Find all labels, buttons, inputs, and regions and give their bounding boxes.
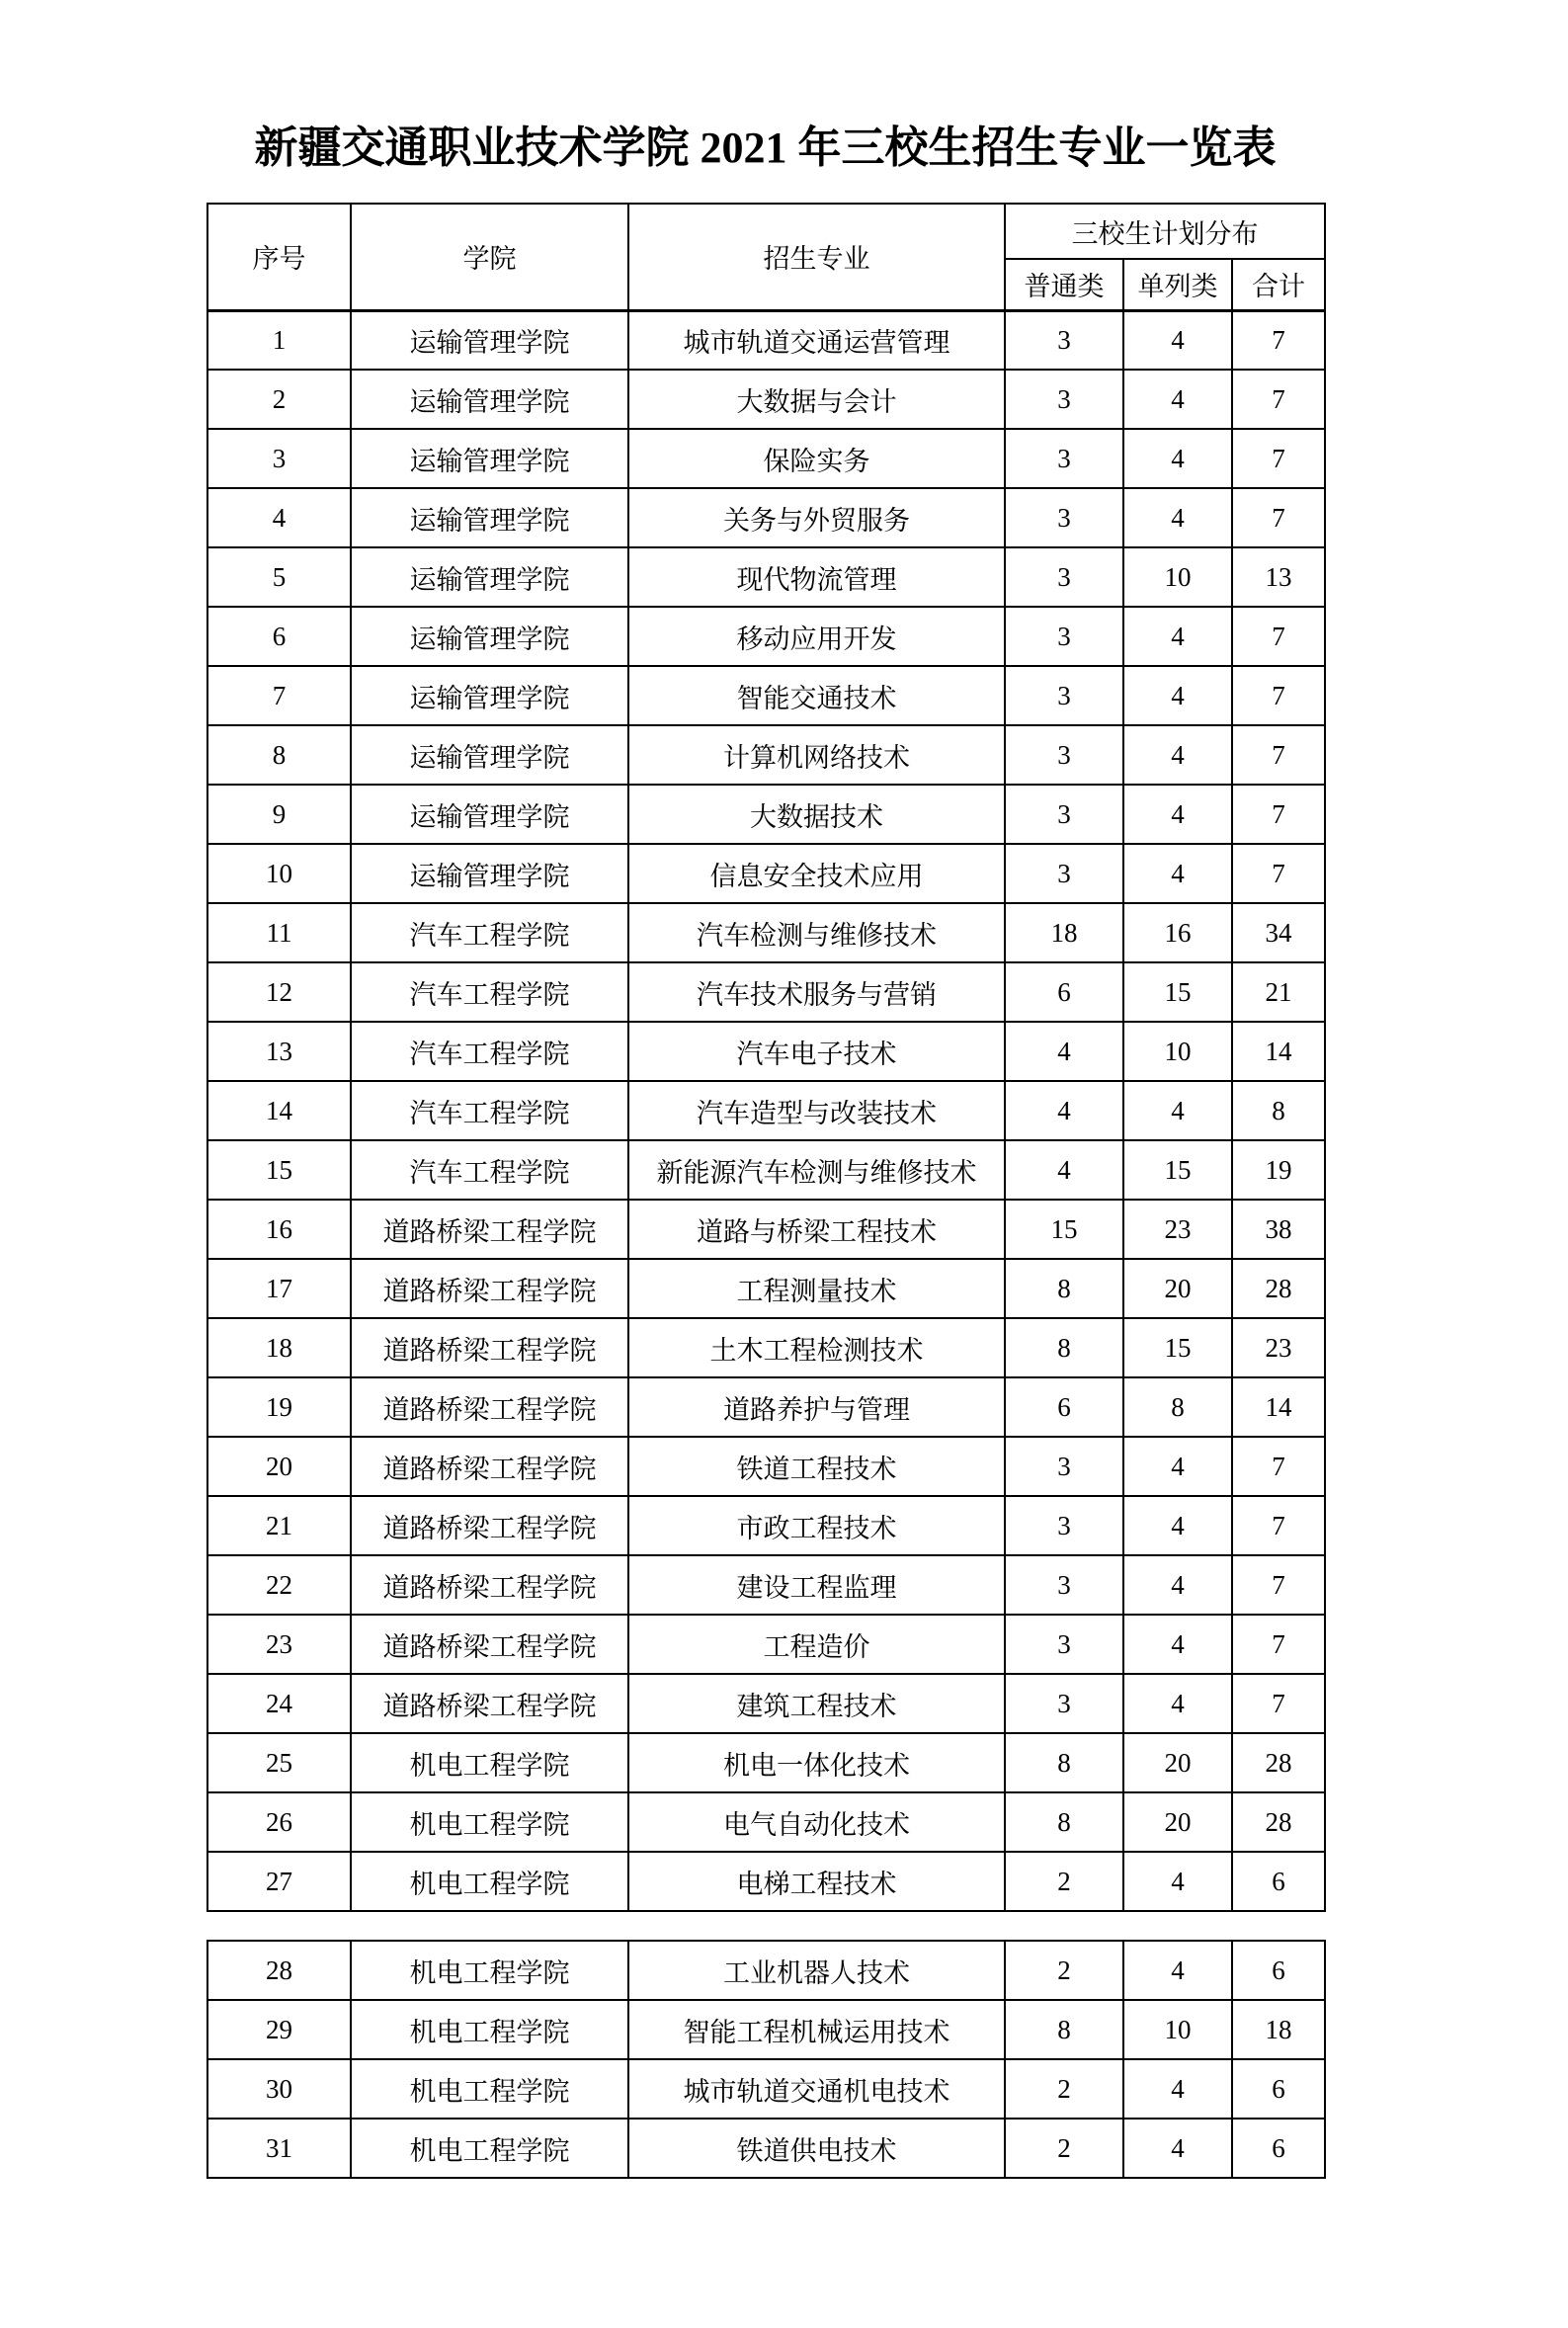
admissions-table-segment-2 [206, 1940, 1326, 2179]
table-row [207, 725, 1325, 785]
cell-no: 27 [207, 1852, 351, 1911]
cell-separate: 10 [1123, 1022, 1232, 1081]
cell-general: 3 [1005, 1615, 1123, 1674]
cell-total: 28 [1232, 1259, 1325, 1318]
table-row [207, 1318, 1325, 1377]
cell-no: 6 [207, 607, 351, 666]
cell-college: 机电工程学院 [351, 2059, 628, 2119]
cell-total: 7 [1232, 607, 1325, 666]
cell-separate: 4 [1123, 1674, 1232, 1733]
cell-major: 市政工程技术 [628, 1496, 1005, 1555]
cell-college: 运输管理学院 [351, 488, 628, 547]
cell-major: 汽车造型与改装技术 [628, 1081, 1005, 1140]
cell-college: 道路桥梁工程学院 [351, 1437, 628, 1496]
cell-total: 7 [1232, 1674, 1325, 1733]
cell-college: 机电工程学院 [351, 1852, 628, 1911]
cell-separate: 20 [1123, 1733, 1232, 1792]
cell-major: 保险实务 [628, 429, 1005, 488]
cell-major: 信息安全技术应用 [628, 844, 1005, 903]
table-row [207, 607, 1325, 666]
cell-major: 机电一体化技术 [628, 1733, 1005, 1792]
header-major: 招生专业 [628, 204, 1005, 310]
table-row [207, 1852, 1325, 1911]
cell-total: 7 [1232, 370, 1325, 429]
admissions-table-segment-1 [206, 203, 1326, 1912]
cell-total: 7 [1232, 310, 1325, 370]
cell-college: 运输管理学院 [351, 370, 628, 429]
cell-no: 30 [207, 2059, 351, 2119]
cell-total: 28 [1232, 1792, 1325, 1852]
cell-major: 铁道供电技术 [628, 2119, 1005, 2178]
cell-total: 19 [1232, 1140, 1325, 1200]
cell-separate: 4 [1123, 1941, 1232, 2000]
cell-general: 3 [1005, 488, 1123, 547]
cell-major: 汽车检测与维修技术 [628, 903, 1005, 962]
cell-college: 汽车工程学院 [351, 1081, 628, 1140]
cell-separate: 4 [1123, 1615, 1232, 1674]
cell-college: 机电工程学院 [351, 2119, 628, 2178]
cell-college: 运输管理学院 [351, 607, 628, 666]
cell-no: 4 [207, 488, 351, 547]
cell-general: 6 [1005, 962, 1123, 1022]
cell-college: 机电工程学院 [351, 1792, 628, 1852]
table-row [207, 1437, 1325, 1496]
cell-college: 运输管理学院 [351, 547, 628, 607]
table-row [207, 2059, 1325, 2119]
cell-separate: 4 [1123, 1555, 1232, 1615]
cell-college: 运输管理学院 [351, 429, 628, 488]
cell-total: 6 [1232, 2059, 1325, 2119]
cell-total: 14 [1232, 1022, 1325, 1081]
cell-separate: 10 [1123, 547, 1232, 607]
cell-major: 汽车电子技术 [628, 1022, 1005, 1081]
cell-general: 18 [1005, 903, 1123, 962]
cell-general: 3 [1005, 785, 1123, 844]
cell-no: 29 [207, 2000, 351, 2059]
cell-general: 4 [1005, 1140, 1123, 1200]
table-row [207, 1941, 1325, 2000]
cell-general: 3 [1005, 1437, 1123, 1496]
table-row [207, 1792, 1325, 1852]
cell-separate: 4 [1123, 607, 1232, 666]
cell-no: 23 [207, 1615, 351, 1674]
cell-college: 道路桥梁工程学院 [351, 1496, 628, 1555]
cell-general: 3 [1005, 1496, 1123, 1555]
cell-general: 3 [1005, 1555, 1123, 1615]
cell-separate: 23 [1123, 1200, 1232, 1259]
cell-major: 道路与桥梁工程技术 [628, 1200, 1005, 1259]
cell-general: 8 [1005, 1733, 1123, 1792]
cell-total: 7 [1232, 488, 1325, 547]
cell-separate: 16 [1123, 903, 1232, 962]
page-title: 新疆交通职业技术学院 2021 年三校生招生专业一览表 [254, 124, 1277, 172]
cell-major: 智能工程机械运用技术 [628, 2000, 1005, 2059]
cell-general: 6 [1005, 1377, 1123, 1437]
table-row [207, 844, 1325, 903]
cell-major: 现代物流管理 [628, 547, 1005, 607]
table-row [207, 1615, 1325, 1674]
table-row [207, 785, 1325, 844]
table-row [207, 1259, 1325, 1318]
cell-separate: 4 [1123, 429, 1232, 488]
cell-no: 26 [207, 1792, 351, 1852]
cell-no: 22 [207, 1555, 351, 1615]
cell-college: 运输管理学院 [351, 725, 628, 785]
cell-college: 运输管理学院 [351, 785, 628, 844]
cell-no: 15 [207, 1140, 351, 1200]
cell-college: 道路桥梁工程学院 [351, 1200, 628, 1259]
cell-major: 建设工程监理 [628, 1555, 1005, 1615]
cell-general: 3 [1005, 844, 1123, 903]
cell-total: 7 [1232, 1496, 1325, 1555]
cell-total: 7 [1232, 1437, 1325, 1496]
cell-no: 16 [207, 1200, 351, 1259]
cell-major: 关务与外贸服务 [628, 488, 1005, 547]
table-row [207, 1200, 1325, 1259]
table-row [207, 1733, 1325, 1792]
cell-major: 工程造价 [628, 1615, 1005, 1674]
table-row [207, 488, 1325, 547]
cell-no: 21 [207, 1496, 351, 1555]
table-row [207, 1081, 1325, 1140]
cell-no: 19 [207, 1377, 351, 1437]
cell-major: 电气自动化技术 [628, 1792, 1005, 1852]
cell-major: 铁道工程技术 [628, 1437, 1005, 1496]
header-plan-group: 三校生计划分布 [1005, 204, 1325, 259]
cell-college: 汽车工程学院 [351, 962, 628, 1022]
table-row [207, 370, 1325, 429]
cell-major: 智能交通技术 [628, 666, 1005, 725]
cell-no: 20 [207, 1437, 351, 1496]
table-row [207, 1377, 1325, 1437]
cell-total: 7 [1232, 1615, 1325, 1674]
cell-separate: 20 [1123, 1259, 1232, 1318]
cell-general: 2 [1005, 1852, 1123, 1911]
header-general: 普通类 [1005, 259, 1123, 310]
header-separate: 单列类 [1123, 259, 1232, 310]
cell-total: 34 [1232, 903, 1325, 962]
cell-total: 21 [1232, 962, 1325, 1022]
table-row [207, 1496, 1325, 1555]
header-row-1 [207, 204, 1325, 259]
table-row [207, 2000, 1325, 2059]
cell-general: 3 [1005, 310, 1123, 370]
cell-major: 城市轨道交通机电技术 [628, 2059, 1005, 2119]
cell-no: 12 [207, 962, 351, 1022]
cell-no: 14 [207, 1081, 351, 1140]
cell-general: 8 [1005, 1259, 1123, 1318]
cell-separate: 15 [1123, 1140, 1232, 1200]
cell-total: 18 [1232, 2000, 1325, 2059]
cell-total: 7 [1232, 1555, 1325, 1615]
cell-no: 2 [207, 370, 351, 429]
cell-major: 工程测量技术 [628, 1259, 1005, 1318]
cell-major: 建筑工程技术 [628, 1674, 1005, 1733]
cell-separate: 8 [1123, 1377, 1232, 1437]
cell-total: 7 [1232, 666, 1325, 725]
cell-no: 3 [207, 429, 351, 488]
cell-college: 运输管理学院 [351, 666, 628, 725]
cell-separate: 15 [1123, 962, 1232, 1022]
cell-major: 大数据技术 [628, 785, 1005, 844]
cell-general: 3 [1005, 370, 1123, 429]
table-row [207, 1674, 1325, 1733]
cell-total: 7 [1232, 429, 1325, 488]
cell-general: 4 [1005, 1022, 1123, 1081]
cell-college: 道路桥梁工程学院 [351, 1674, 628, 1733]
cell-general: 3 [1005, 1674, 1123, 1733]
cell-college: 汽车工程学院 [351, 903, 628, 962]
cell-major: 计算机网络技术 [628, 725, 1005, 785]
cell-college: 机电工程学院 [351, 1941, 628, 2000]
cell-major: 大数据与会计 [628, 370, 1005, 429]
cell-general: 8 [1005, 1318, 1123, 1377]
document-content [206, 0, 1324, 2179]
cell-separate: 4 [1123, 370, 1232, 429]
table-row [207, 962, 1325, 1022]
table-row [207, 1140, 1325, 1200]
cell-no: 25 [207, 1733, 351, 1792]
cell-college: 道路桥梁工程学院 [351, 1615, 628, 1674]
cell-separate: 4 [1123, 1852, 1232, 1911]
table-row [207, 547, 1325, 607]
cell-separate: 20 [1123, 1792, 1232, 1852]
cell-general: 3 [1005, 429, 1123, 488]
cell-college: 汽车工程学院 [351, 1022, 628, 1081]
cell-college: 机电工程学院 [351, 2000, 628, 2059]
cell-major: 移动应用开发 [628, 607, 1005, 666]
cell-separate: 4 [1123, 666, 1232, 725]
table-row [207, 310, 1325, 370]
cell-no: 8 [207, 725, 351, 785]
cell-total: 38 [1232, 1200, 1325, 1259]
cell-total: 13 [1232, 547, 1325, 607]
cell-separate: 4 [1123, 844, 1232, 903]
cell-major: 新能源汽车检测与维修技术 [628, 1140, 1005, 1200]
cell-general: 3 [1005, 547, 1123, 607]
cell-separate: 4 [1123, 785, 1232, 844]
cell-total: 7 [1232, 725, 1325, 785]
cell-separate: 4 [1123, 1437, 1232, 1496]
cell-general: 3 [1005, 607, 1123, 666]
cell-no: 13 [207, 1022, 351, 1081]
cell-no: 1 [207, 310, 351, 370]
cell-total: 7 [1232, 785, 1325, 844]
cell-major: 汽车技术服务与营销 [628, 962, 1005, 1022]
cell-college: 道路桥梁工程学院 [351, 1555, 628, 1615]
cell-no: 11 [207, 903, 351, 962]
cell-separate: 10 [1123, 2000, 1232, 2059]
cell-total: 14 [1232, 1377, 1325, 1437]
cell-general: 3 [1005, 666, 1123, 725]
cell-total: 6 [1232, 1852, 1325, 1911]
cell-college: 道路桥梁工程学院 [351, 1259, 628, 1318]
cell-general: 2 [1005, 1941, 1123, 2000]
table-row [207, 2119, 1325, 2178]
table-row [207, 1022, 1325, 1081]
cell-no: 18 [207, 1318, 351, 1377]
cell-separate: 4 [1123, 1081, 1232, 1140]
cell-separate: 4 [1123, 488, 1232, 547]
table-header [207, 204, 1325, 310]
cell-major: 土木工程检测技术 [628, 1318, 1005, 1377]
header-no: 序号 [207, 204, 351, 310]
cell-major: 工业机器人技术 [628, 1941, 1005, 2000]
cell-no: 10 [207, 844, 351, 903]
cell-no: 7 [207, 666, 351, 725]
cell-general: 4 [1005, 1081, 1123, 1140]
cell-total: 8 [1232, 1081, 1325, 1140]
cell-no: 28 [207, 1941, 351, 2000]
cell-total: 6 [1232, 2119, 1325, 2178]
cell-college: 道路桥梁工程学院 [351, 1318, 628, 1377]
cell-no: 24 [207, 1674, 351, 1733]
cell-no: 17 [207, 1259, 351, 1318]
cell-college: 运输管理学院 [351, 844, 628, 903]
table-row [207, 429, 1325, 488]
table-row [207, 666, 1325, 725]
table-body-segment-1 [207, 310, 1325, 1911]
cell-general: 15 [1005, 1200, 1123, 1259]
cell-total: 23 [1232, 1318, 1325, 1377]
cell-separate: 4 [1123, 2119, 1232, 2178]
cell-total: 7 [1232, 844, 1325, 903]
cell-no: 31 [207, 2119, 351, 2178]
cell-general: 2 [1005, 2119, 1123, 2178]
cell-total: 28 [1232, 1733, 1325, 1792]
cell-major: 城市轨道交通运营管理 [628, 310, 1005, 370]
cell-college: 汽车工程学院 [351, 1140, 628, 1200]
cell-total: 6 [1232, 1941, 1325, 2000]
cell-college: 机电工程学院 [351, 1733, 628, 1792]
table-body-segment-2 [207, 1941, 1325, 2178]
cell-separate: 4 [1123, 725, 1232, 785]
cell-separate: 15 [1123, 1318, 1232, 1377]
cell-separate: 4 [1123, 2059, 1232, 2119]
cell-college: 道路桥梁工程学院 [351, 1377, 628, 1437]
cell-major: 道路养护与管理 [628, 1377, 1005, 1437]
cell-separate: 4 [1123, 1496, 1232, 1555]
cell-separate: 4 [1123, 310, 1232, 370]
cell-college: 运输管理学院 [351, 310, 628, 370]
cell-no: 5 [207, 547, 351, 607]
cell-general: 2 [1005, 2059, 1123, 2119]
cell-general: 3 [1005, 725, 1123, 785]
cell-no: 9 [207, 785, 351, 844]
cell-general: 8 [1005, 2000, 1123, 2059]
table-row [207, 1555, 1325, 1615]
cell-major: 电梯工程技术 [628, 1852, 1005, 1911]
cell-general: 8 [1005, 1792, 1123, 1852]
header-college: 学院 [351, 204, 628, 310]
header-total: 合计 [1232, 259, 1325, 310]
table-row [207, 903, 1325, 962]
